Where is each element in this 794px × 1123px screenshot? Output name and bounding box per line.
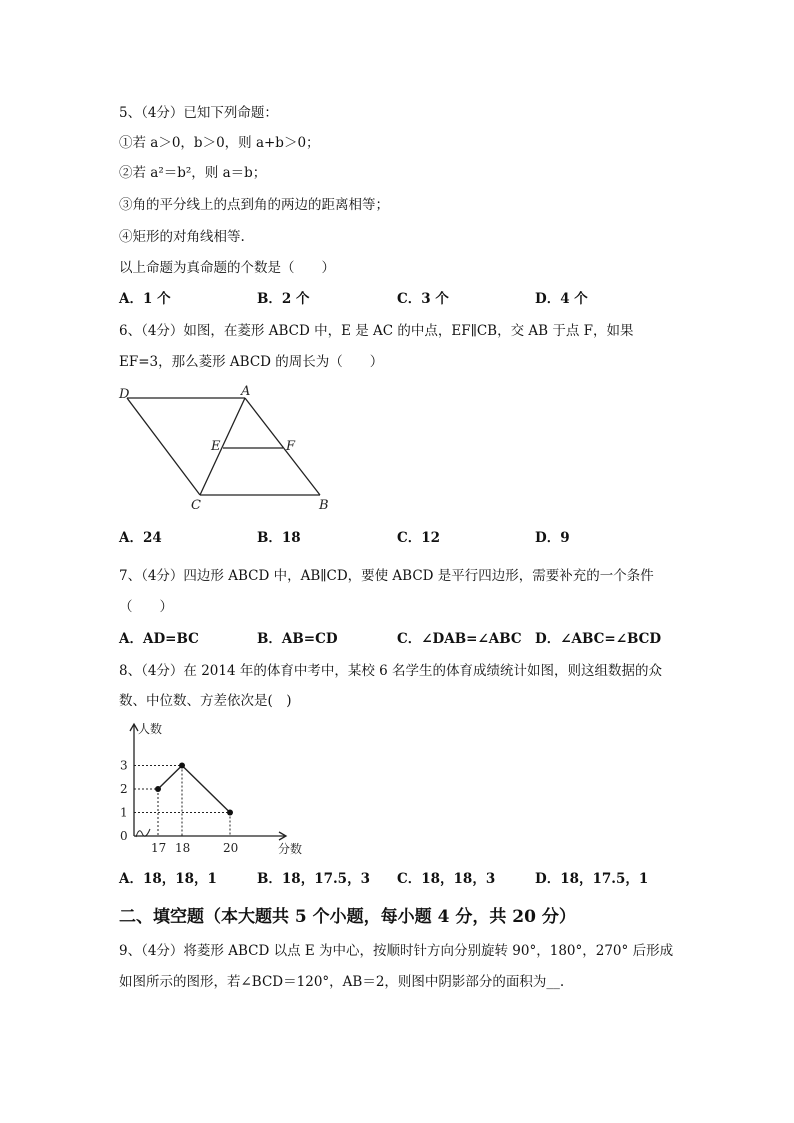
data-point [179, 763, 185, 769]
q6-line-1: 6、（4分）如图，在菱形 ABCD 中，E 是 AC 的中点，EF∥CB，交 AB 于点 F，如果 [119, 323, 634, 339]
q8-line-2: 数、中位数、方差依次是( ) [119, 693, 292, 709]
x-tick-label: 20 [223, 841, 239, 855]
q8-option-c: C．18，18，3 [397, 871, 496, 887]
q5-question: 以上命题为真命题的个数是（ ） [119, 260, 335, 276]
y-tick-label: 1 [120, 805, 128, 820]
x-tick-label: 17 [151, 841, 167, 855]
x-axis-label: 分数 [278, 842, 303, 856]
score-line-chart [110, 715, 320, 860]
q9-line-2: 如图所示的图形，若∠BCD＝120°，AB＝2，则图中阴影部分的面积为__. [119, 974, 565, 990]
q5-option-d: D．4 个 [535, 291, 588, 307]
x-tick-label: 18 [175, 841, 191, 855]
q5-option-c: C．3 个 [397, 291, 449, 307]
q6-option-b: B．18 [257, 530, 301, 546]
rhombus-figure [110, 380, 340, 520]
q5-item-1: ①若 a＞0，b＞0，则 a+b＞0； [119, 135, 320, 151]
series-segment [158, 766, 182, 790]
q5-option-b: B．2 个 [257, 291, 310, 307]
q6-line-2: EF=3，那么菱形 ABCD 的周长为（ ） [119, 354, 384, 370]
diagonal-ac [200, 398, 245, 495]
side-cd [127, 398, 200, 495]
q5-option-a: A．1 个 [119, 291, 171, 307]
label-a: A [241, 384, 251, 399]
q8-line-1: 8、（4分）在 2014 年的体育中考中，某校 6 名学生的体育成绩统计如图，则这组数据的众 [119, 663, 663, 679]
side-ab [245, 398, 320, 495]
q5-stem: 5、（4分）已知下列命题： [119, 105, 278, 121]
q7-line-1: 7、（4分）四边形 ABCD 中，AB∥CD，要使 ABCD 是平行四边形，需要补充的一个条件 [119, 568, 654, 584]
data-point [155, 786, 161, 792]
q8-option-b: B．18，17.5，3 [257, 871, 370, 887]
q6-option-d: D．9 [535, 530, 570, 546]
q5-item-2: ②若 a²＝b²，则 a＝b； [119, 165, 267, 181]
q8-option-d: D．18，17.5，1 [535, 871, 649, 887]
y-tick-label: 0 [120, 829, 128, 843]
q6-option-c: C．12 [397, 530, 441, 546]
data-point [227, 810, 233, 816]
label-b: B [319, 498, 329, 513]
label-c: C [191, 498, 201, 513]
label-f: F [286, 439, 296, 454]
q7-option-d: D．∠ABC=∠BCD [535, 631, 662, 647]
q7-line-2: （ ） [119, 599, 173, 615]
q7-option-c: C．∠DAB=∠ABC [397, 631, 522, 647]
q9-line-1: 9、（4分）将菱形 ABCD 以点 E 为中心，按顺时针方向分别旋转 90°，180°，270° 后形成 [119, 943, 674, 959]
section-2-title: 二、填空题（本大题共 5 个小题，每小题 4 分，共 20 分） [119, 907, 576, 927]
label-e: E [211, 439, 221, 454]
q6-option-a: A．24 [119, 530, 162, 546]
y-tick-label: 2 [120, 782, 128, 796]
q5-item-3: ③角的平分线上的点到角的两边的距离相等； [119, 197, 389, 213]
label-d: D [119, 387, 130, 402]
q7-option-a: A．AD=BC [119, 631, 199, 647]
q5-item-4: ④矩形的对角线相等. [119, 229, 245, 245]
y-axis-label: 人数 [138, 722, 163, 736]
q7-option-b: B．AB=CD [257, 631, 338, 647]
y-tick-label: 3 [120, 758, 128, 773]
series-segment [182, 766, 230, 813]
q8-option-a: A．18，18，1 [119, 871, 217, 887]
